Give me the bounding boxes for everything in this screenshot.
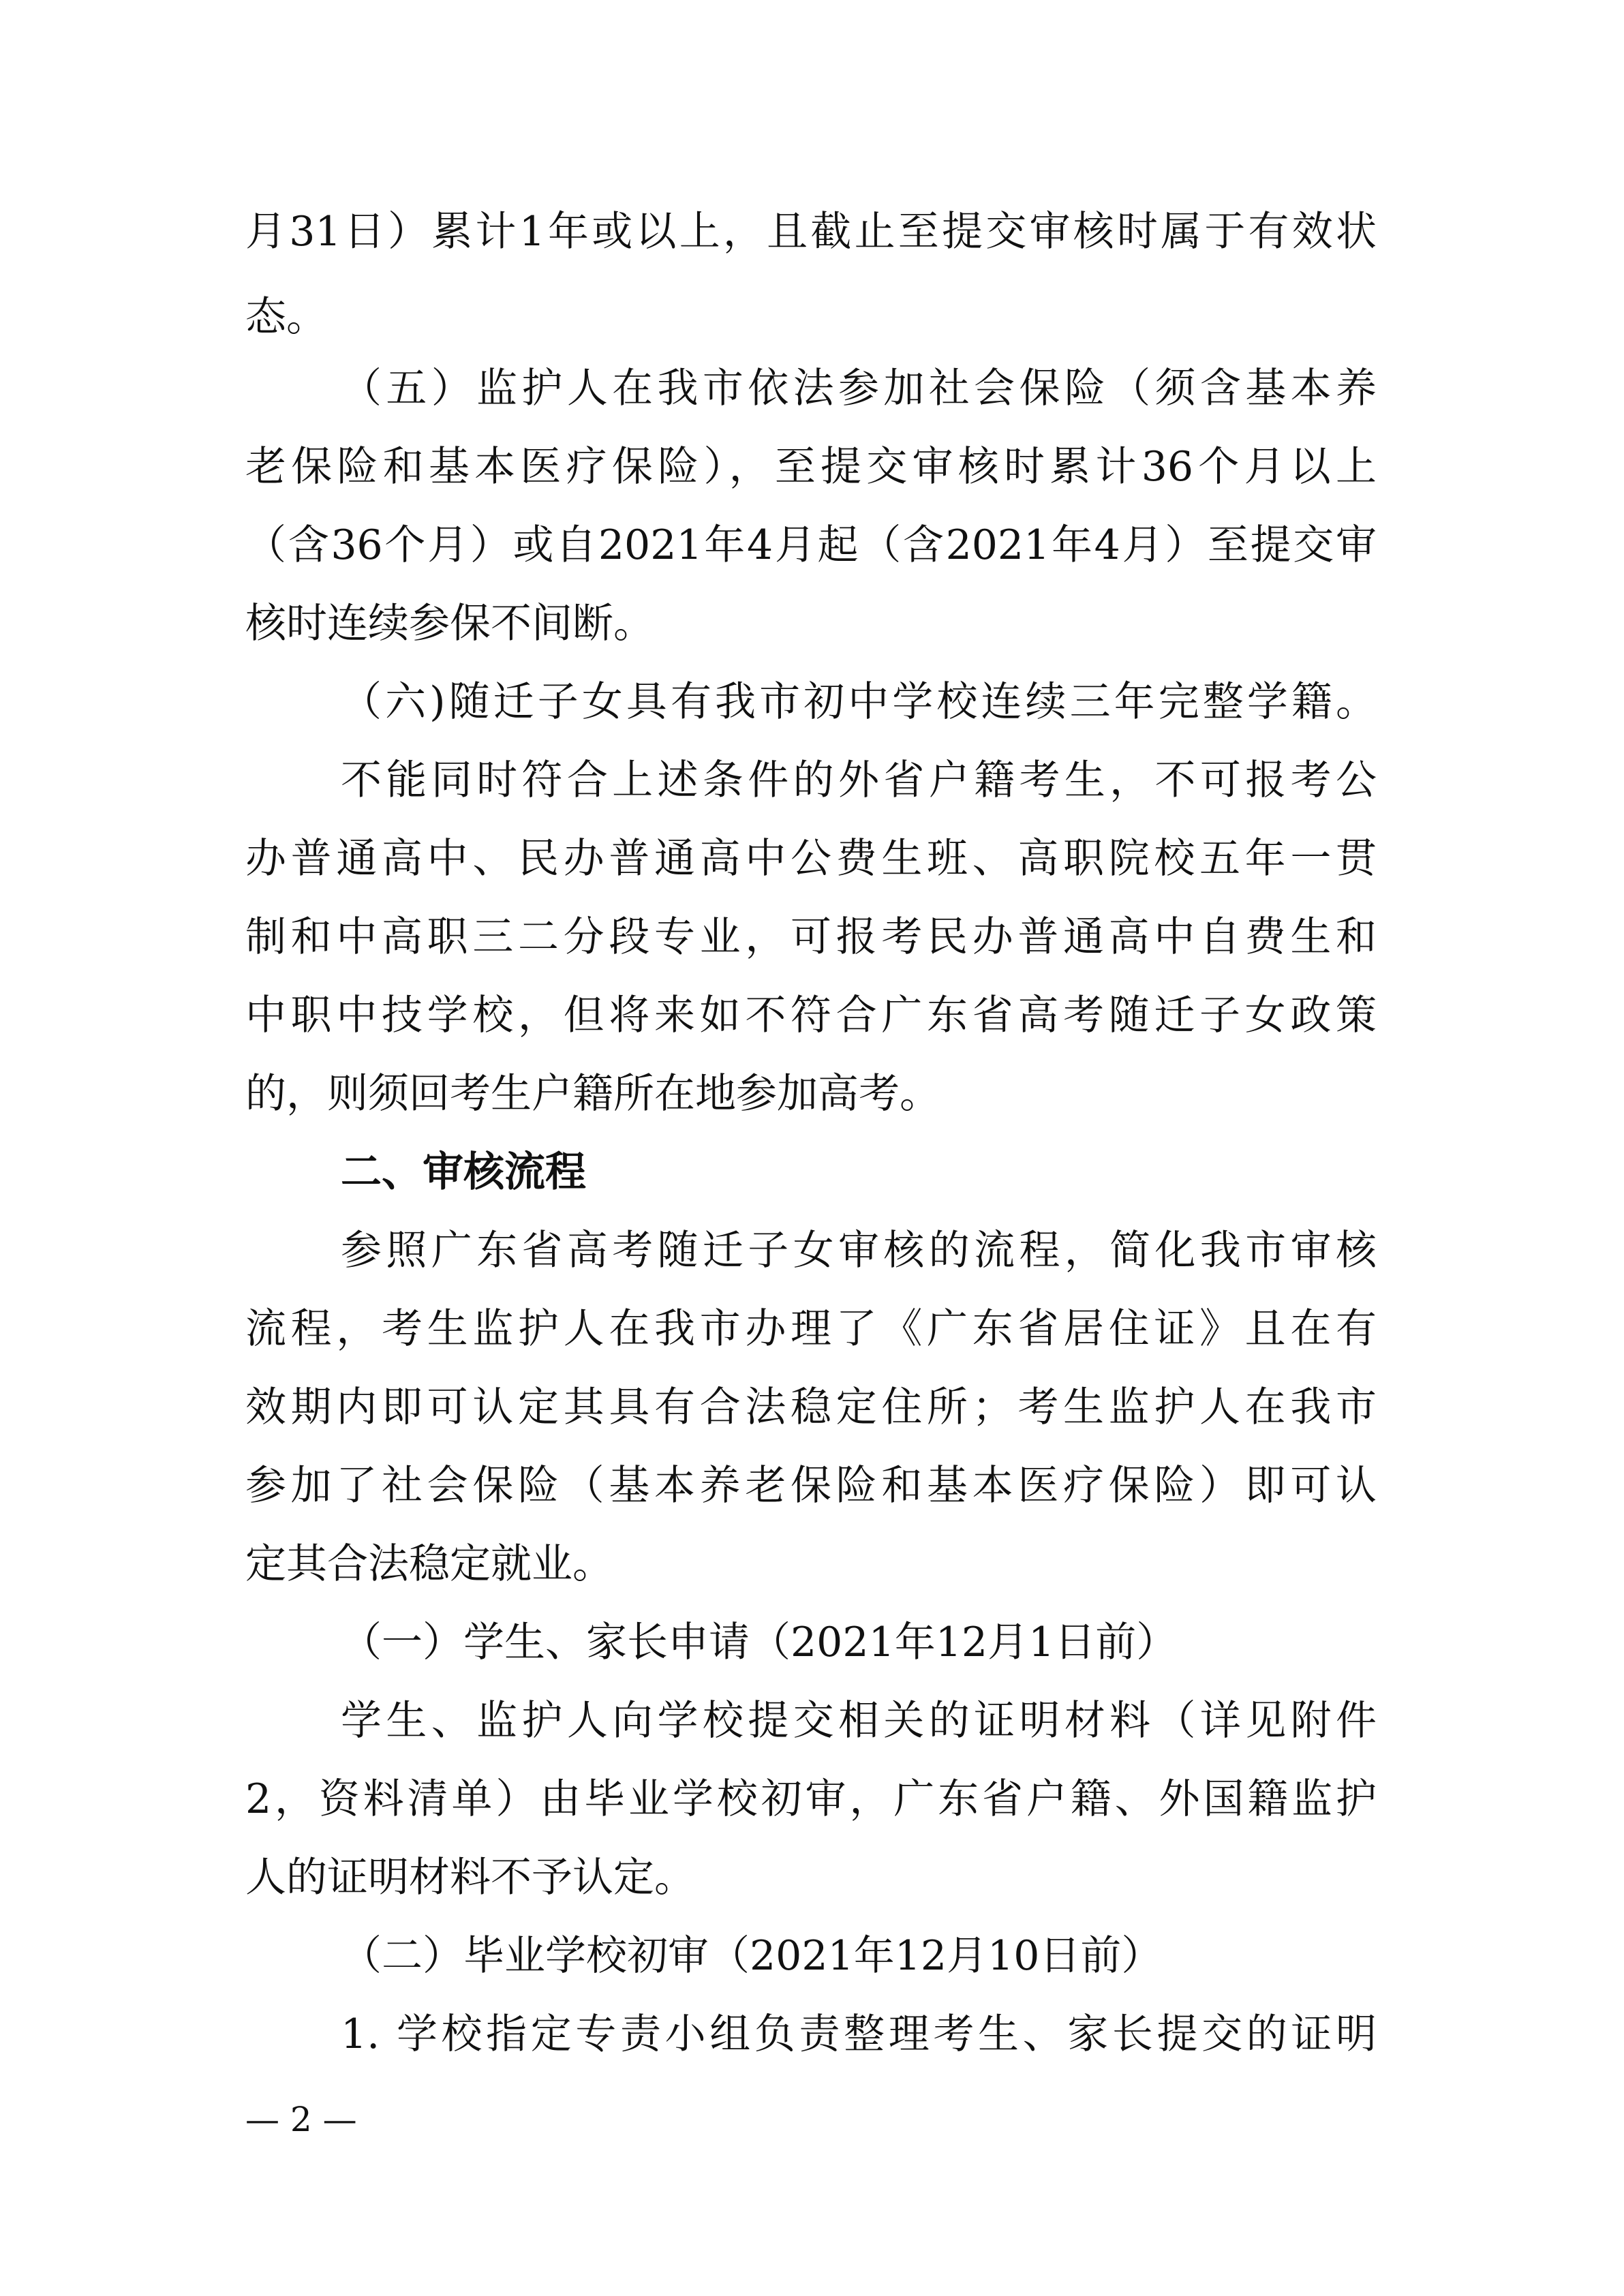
- paragraph-line: 中职中技学校，但将来如不符合广东省高考随迁子女政策: [245, 992, 1377, 1039]
- subsection-heading: （二）毕业学校初审（2021年12月10日前）: [341, 1932, 1163, 1980]
- paragraph-line: 不能同时符合上述条件的外省户籍考生，不可报考公: [341, 756, 1377, 804]
- paragraph-line: 效期内即可认定其具有合法稳定住所；考生监护人在我市: [245, 1383, 1377, 1431]
- paragraph-line: 态。: [245, 293, 327, 341]
- paragraph-line: 定其合法稳定就业。: [245, 1540, 613, 1588]
- subsection-heading: （一）学生、家长申请（2021年12月1日前）: [341, 1619, 1178, 1666]
- paragraph-line: 制和中高职三二分段专业，可报考民办普通高中自费生和: [245, 913, 1377, 961]
- paragraph-line: 参加了社会保险（基本养老保险和基本医疗保险）即可认: [245, 1462, 1377, 1510]
- paragraph-line: 参照广东省高考随迁子女审核的流程，简化我市审核: [341, 1227, 1377, 1274]
- paragraph-line: 核时连续参保不间断。: [245, 600, 654, 647]
- paragraph-line: 办普通高中、民办普通高中公费生班、高职院校五年一贯: [245, 835, 1377, 883]
- paragraph-line: 的，则须回考生户籍所在地参加高考。: [245, 1070, 940, 1118]
- section-heading: 二、审核流程: [341, 1148, 586, 1196]
- paragraph-line: （六)随迁子女具有我市初中学校连续三年完整学籍。: [341, 678, 1377, 726]
- paragraph-line: 月31日）累计1年或以上，且截止至提交审核时属于有效状: [245, 208, 1377, 256]
- paragraph-line: 流程，考生监护人在我市办理了《广东省居住证》且在有: [245, 1305, 1377, 1353]
- page-number: — 2 —: [245, 2100, 357, 2139]
- paragraph-line: （含36个月）或自2021年4月起（含2021年4月）至提交审: [245, 521, 1377, 569]
- paragraph-line: 老保险和基本医疗保险），至提交审核时累计36个月以上: [245, 443, 1377, 491]
- paragraph-line: 学生、监护人向学校提交相关的证明材料（详见附件: [341, 1697, 1377, 1745]
- paragraph-line: 人的证明材料不予认定。: [245, 1854, 695, 1901]
- paragraph-line: 2，资料清单）由毕业学校初审，广东省户籍、外国籍监护: [245, 1775, 1377, 1823]
- paragraph-line: 1. 学校指定专责小组负责整理考生、家长提交的证明: [341, 2010, 1377, 2058]
- paragraph-line: （五）监护人在我市依法参加社会保险（须含基本养: [341, 365, 1377, 412]
